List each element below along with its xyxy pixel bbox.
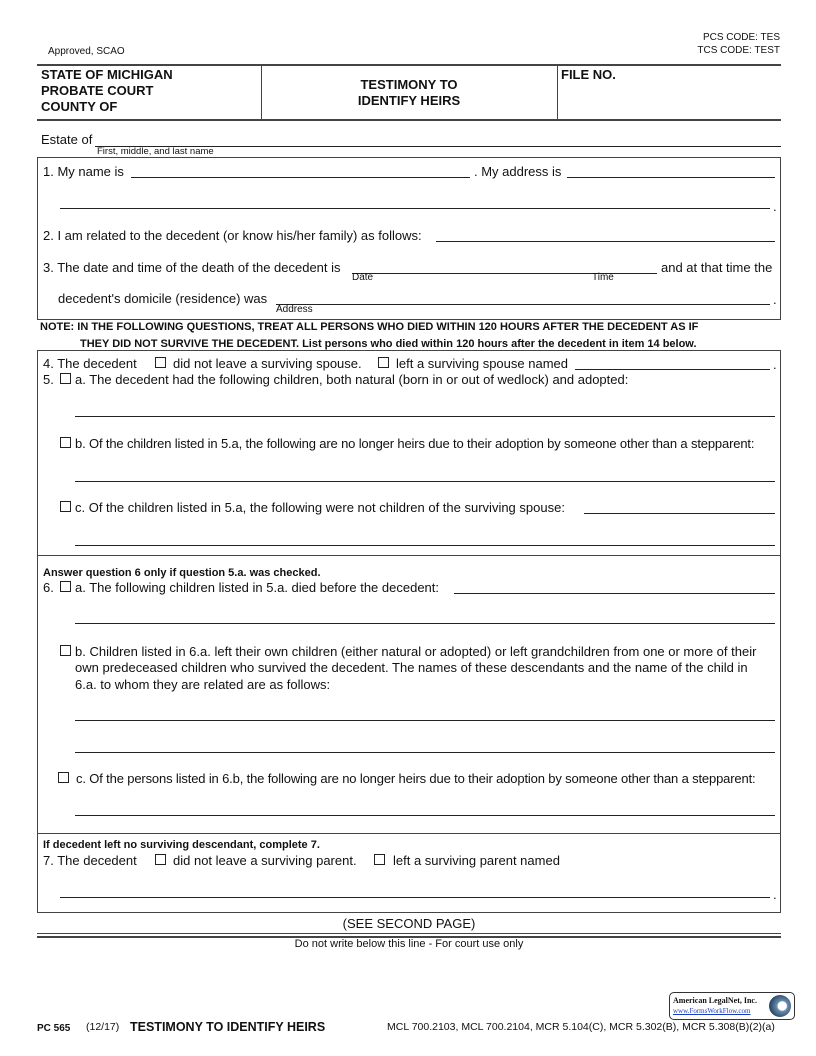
estate-sublabel: First, middle, and last name bbox=[97, 146, 214, 157]
name-field[interactable] bbox=[131, 177, 470, 178]
address-sublabel: Address bbox=[276, 304, 313, 315]
header-top-rule bbox=[37, 64, 781, 66]
q5-number: 5. bbox=[43, 372, 54, 387]
form-revision: (12/17) bbox=[86, 1021, 120, 1033]
spouse-checkbox[interactable] bbox=[378, 357, 389, 368]
parent-label: left a surviving parent named bbox=[393, 853, 560, 868]
note-line-1: NOTE: IN THE FOLLOWING QUESTIONS, TREAT ALL PERSONS WHO DIED WITHIN 120 HOURS AFTER THE DECEDENT AS IF bbox=[40, 321, 699, 333]
period: . bbox=[773, 887, 777, 902]
tcs-code: TCS CODE: TEST bbox=[697, 45, 780, 56]
court-county: COUNTY OF bbox=[41, 99, 118, 114]
death-tail-label: and at that time the bbox=[661, 260, 773, 275]
relation-label: 2. I am related to the decedent (or know his/her family) as follows: bbox=[43, 228, 422, 243]
period: . bbox=[773, 357, 777, 372]
no-spouse-checkbox[interactable] bbox=[155, 357, 166, 368]
q6-number: 6. bbox=[43, 580, 54, 595]
q4-label: 4. The decedent bbox=[43, 356, 137, 371]
time-sublabel: Time bbox=[592, 272, 614, 283]
relation-field[interactable] bbox=[436, 241, 775, 242]
q5c-checkbox[interactable] bbox=[60, 501, 71, 512]
q6a-field-2[interactable] bbox=[75, 623, 775, 624]
spouse-label: left a surviving spouse named bbox=[396, 356, 568, 371]
date-sublabel: Date bbox=[352, 272, 374, 283]
period: . bbox=[773, 292, 777, 307]
q6b-label: b. Children listed in 6.a. left their own children (either natural or adopted) or left grandchildren from one or more of their bbox=[75, 644, 757, 659]
q5c-field-2[interactable] bbox=[75, 545, 775, 546]
q6b-label-3: 6.a. to whom they are related are as follows: bbox=[75, 677, 331, 692]
form-number: PC 565 bbox=[37, 1023, 71, 1034]
address-label: . My address is bbox=[474, 164, 562, 179]
parent-checkbox[interactable] bbox=[374, 854, 385, 865]
double-rule bbox=[37, 933, 781, 934]
address-field[interactable] bbox=[567, 177, 775, 178]
logo-name: American LegalNet, Inc. bbox=[673, 996, 757, 1005]
domicile-label: decedent's domicile (residence) was bbox=[58, 291, 268, 306]
q5a-label: a. The decedent had the following children, both natural (born in or out of wedlock) and adopted: bbox=[75, 372, 629, 387]
name-label: 1. My name is bbox=[43, 164, 124, 179]
header-bottom-rule bbox=[37, 119, 781, 121]
q5b-checkbox[interactable] bbox=[60, 437, 71, 448]
divider bbox=[37, 833, 781, 834]
q5a-checkbox[interactable] bbox=[60, 373, 71, 384]
q6c-field[interactable] bbox=[75, 815, 775, 816]
court-name: PROBATE COURT bbox=[41, 83, 154, 98]
parent-name-field[interactable] bbox=[60, 897, 770, 898]
address-field-2[interactable] bbox=[60, 208, 770, 209]
q6b-field[interactable] bbox=[75, 720, 775, 721]
globe-icon bbox=[769, 995, 791, 1017]
footer-title: TESTIMONY TO IDENTIFY HEIRS bbox=[130, 1020, 326, 1034]
section-heirs bbox=[37, 350, 781, 913]
q6c-checkbox[interactable] bbox=[58, 772, 69, 783]
no-parent-label: did not leave a surviving parent. bbox=[173, 853, 357, 868]
file-no-field[interactable] bbox=[600, 84, 775, 114]
no-parent-checkbox[interactable] bbox=[155, 854, 166, 865]
header-divider bbox=[557, 65, 558, 120]
q6a-label: a. The following children listed in 5.a. died before the decedent: bbox=[75, 580, 439, 595]
note-line-2: THEY DID NOT SURVIVE THE DECEDENT. List persons who died within 120 hours after the decedent in item 14 below. bbox=[80, 338, 697, 350]
court-state: STATE OF MICHIGAN bbox=[41, 67, 173, 82]
domicile-field[interactable] bbox=[276, 304, 770, 305]
american-legalnet-logo[interactable] bbox=[669, 992, 795, 1020]
death-date-label: 3. The date and time of the death of the decedent is bbox=[43, 260, 341, 275]
form-title-2: IDENTIFY HEIRS bbox=[357, 93, 461, 108]
legal-references: MCL 700.2103, MCL 700.2104, MCR 5.104(C), MCR 5.302(B), MCR 5.308(B)(2)(a) bbox=[387, 1021, 775, 1033]
q6b-checkbox[interactable] bbox=[60, 645, 71, 656]
q7-instruction: If decedent left no surviving descendant, complete 7. bbox=[43, 839, 320, 851]
q5c-label: c. Of the children listed in 5.a, the following were not children of the surviving spouse: bbox=[75, 500, 565, 515]
spouse-name-field[interactable] bbox=[575, 369, 770, 370]
see-second-page: (SEE SECOND PAGE) bbox=[342, 916, 476, 931]
period: . bbox=[773, 199, 777, 214]
q5b-field[interactable] bbox=[75, 481, 775, 482]
q6-instruction: Answer question 6 only if question 5.a. was checked. bbox=[43, 567, 321, 579]
form-title: TESTIMONY TO bbox=[360, 77, 458, 92]
q6b-field-2[interactable] bbox=[75, 752, 775, 753]
q5b-label: b. Of the children listed in 5.a, the following are no longer heirs due to their adoption by someone other than a stepparent: bbox=[75, 436, 755, 451]
no-spouse-label: did not leave a surviving spouse. bbox=[173, 356, 362, 371]
q6c-label: c. Of the persons listed in 6.b, the following are no longer heirs due to their adoption by someone other than a stepparent: bbox=[76, 771, 756, 786]
q6a-field[interactable] bbox=[454, 593, 775, 594]
q5a-field[interactable] bbox=[75, 416, 775, 417]
q7-label: 7. The decedent bbox=[43, 853, 137, 868]
logo-url[interactable]: www.FormsWorkFlow.com bbox=[673, 1007, 751, 1015]
divider bbox=[37, 555, 781, 556]
pcs-code: PCS CODE: TES bbox=[702, 32, 780, 43]
file-no-label: FILE NO. bbox=[561, 67, 616, 82]
estate-label: Estate of bbox=[41, 132, 93, 147]
q5c-field[interactable] bbox=[584, 513, 775, 514]
approved-label: Approved, SCAO bbox=[48, 46, 125, 57]
q6a-checkbox[interactable] bbox=[60, 581, 71, 592]
q6b-label-2: own predeceased children who survived the decedent. The names of these descendants and the name of the child in bbox=[75, 660, 748, 675]
court-use-notice: Do not write below this line - For court use only bbox=[294, 938, 524, 950]
